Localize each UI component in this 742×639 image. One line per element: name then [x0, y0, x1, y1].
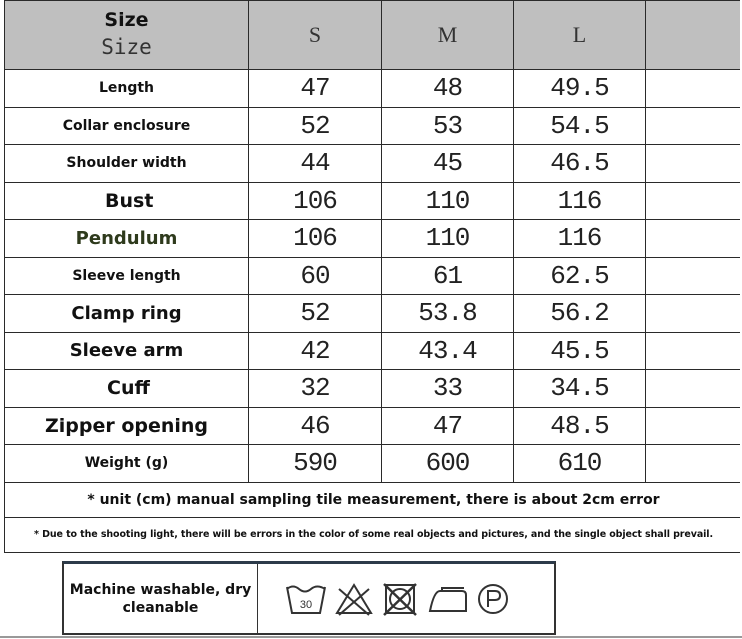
row-empty-cell — [646, 407, 742, 445]
wash-temp-text: 30 — [299, 598, 313, 611]
color-note-row — [5, 517, 742, 552]
care-instructions-box — [62, 561, 556, 635]
row-value-l: 62.5 — [514, 257, 646, 295]
row-label: Length — [5, 70, 249, 108]
row-value-s: 60 — [249, 257, 382, 295]
row-value-l: 45.5 — [514, 332, 646, 370]
row-value-l: 46.5 — [514, 145, 646, 183]
row-value-m: 33 — [382, 370, 514, 408]
row-empty-cell — [646, 370, 742, 408]
row-label: Zipper opening — [5, 407, 249, 445]
table-row — [5, 257, 742, 295]
row-label: Collar enclosure — [5, 107, 249, 145]
row-label: Cuff — [5, 370, 249, 408]
bottom-divider — [0, 636, 742, 638]
row-empty-cell — [646, 257, 742, 295]
table-row — [5, 182, 742, 220]
row-value-s: 44 — [249, 145, 382, 183]
measurement-note: * unit (cm) manual sampling tile measurement, there is about 2cm error — [5, 482, 742, 517]
table-row — [5, 370, 742, 408]
table-row — [5, 70, 742, 108]
size-label-top: Size — [104, 9, 149, 31]
row-empty-cell — [646, 220, 742, 258]
row-empty-cell — [646, 70, 742, 108]
row-value-m: 110 — [382, 220, 514, 258]
size-table — [4, 0, 742, 553]
size-label-bottom: Size — [101, 35, 152, 59]
row-label: Sleeve arm — [5, 332, 249, 370]
table-row — [5, 295, 742, 333]
row-value-m: 600 — [382, 445, 514, 483]
row-empty-cell — [646, 145, 742, 183]
row-value-s: 106 — [249, 182, 382, 220]
no-bleach-icon — [334, 581, 374, 617]
table-row — [5, 445, 742, 483]
row-value-m: 48 — [382, 70, 514, 108]
row-value-s: 52 — [249, 295, 382, 333]
row-value-s: 46 — [249, 407, 382, 445]
size-header-label — [5, 1, 249, 70]
row-value-l: 49.5 — [514, 70, 646, 108]
iron-icon — [426, 581, 470, 617]
row-value-m: 53.8 — [382, 295, 514, 333]
row-value-l: 48.5 — [514, 407, 646, 445]
care-icons-row — [258, 564, 554, 633]
measurement-note-row — [5, 482, 742, 517]
row-value-s: 47 — [249, 70, 382, 108]
row-value-s: 42 — [249, 332, 382, 370]
size-header-l: L — [514, 1, 646, 70]
row-value-l: 54.5 — [514, 107, 646, 145]
color-note: * Due to the shooting light, there will be errors in the color of some real objects and pictures, and the single object shall prevail. — [5, 517, 742, 552]
row-empty-cell — [646, 182, 742, 220]
wash-30-icon — [284, 581, 328, 617]
row-label: Weight (g) — [5, 445, 249, 483]
row-value-l: 610 — [514, 445, 646, 483]
row-value-l: 116 — [514, 182, 646, 220]
size-header-m: M — [382, 1, 514, 70]
size-header-s: S — [249, 1, 382, 70]
row-label: Clamp ring — [5, 295, 249, 333]
row-empty-cell — [646, 107, 742, 145]
row-value-l: 34.5 — [514, 370, 646, 408]
row-empty-cell — [646, 332, 742, 370]
dry-clean-p-icon — [476, 581, 510, 617]
row-value-s: 32 — [249, 370, 382, 408]
table-row — [5, 107, 742, 145]
row-value-m: 53 — [382, 107, 514, 145]
row-value-m: 43.4 — [382, 332, 514, 370]
row-value-m: 110 — [382, 182, 514, 220]
row-value-m: 45 — [382, 145, 514, 183]
row-value-s: 52 — [249, 107, 382, 145]
table-row — [5, 332, 742, 370]
row-value-m: 61 — [382, 257, 514, 295]
header-empty-cell — [646, 1, 742, 70]
row-value-s: 106 — [249, 220, 382, 258]
table-row — [5, 220, 742, 258]
table-row — [5, 407, 742, 445]
row-label: Sleeve length — [5, 257, 249, 295]
row-label: Bust — [5, 182, 249, 220]
row-value-m: 47 — [382, 407, 514, 445]
row-label: Pendulum — [5, 220, 249, 258]
row-value-l: 116 — [514, 220, 646, 258]
row-value-s: 590 — [249, 445, 382, 483]
header-row — [5, 1, 742, 70]
table-row — [5, 145, 742, 183]
row-empty-cell — [646, 295, 742, 333]
row-empty-cell — [646, 445, 742, 483]
care-label: Machine washable, dry cleanable — [64, 564, 258, 633]
no-tumble-dry-icon — [380, 581, 420, 617]
row-label: Shoulder width — [5, 145, 249, 183]
row-value-l: 56.2 — [514, 295, 646, 333]
